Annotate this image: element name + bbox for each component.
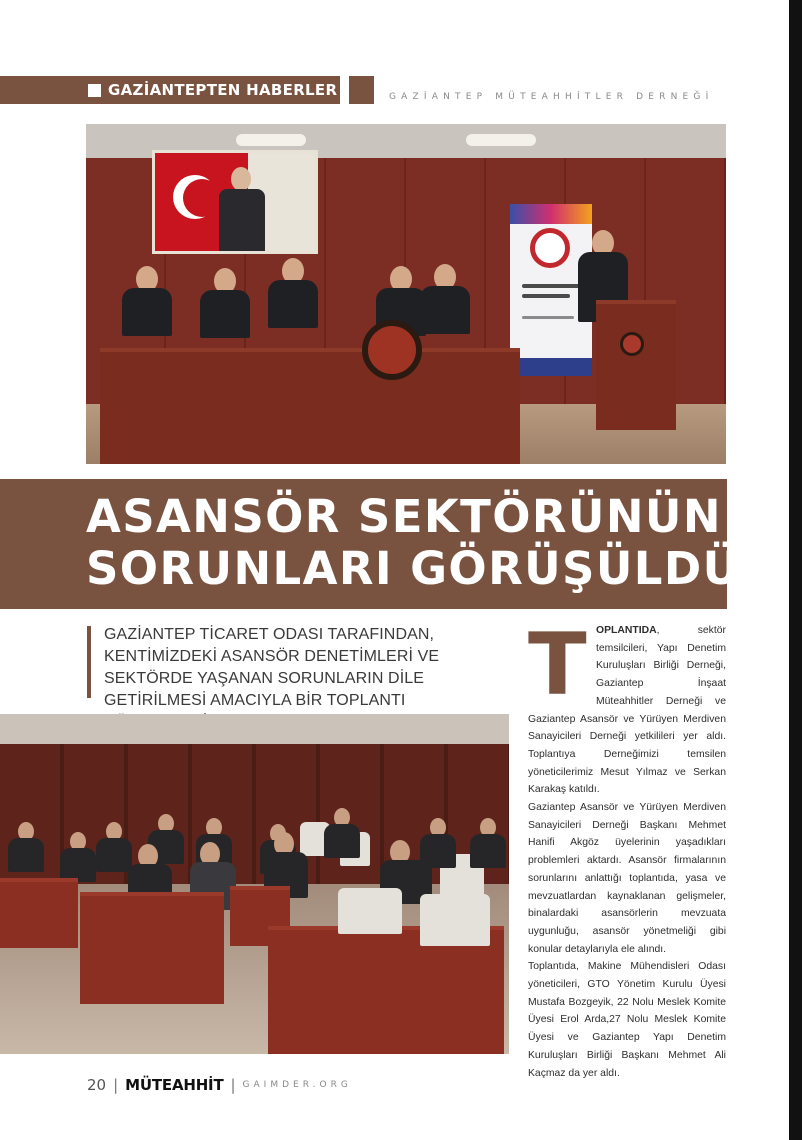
podium-logo-icon bbox=[620, 332, 644, 356]
website-url: GAIMDER.ORG bbox=[242, 1080, 352, 1090]
portrait-body bbox=[219, 189, 265, 251]
magazine-brand: MÜTEAHHİT bbox=[125, 1076, 224, 1094]
headline-line-1: ASANSÖR SEKTÖRÜNÜN bbox=[86, 490, 722, 543]
panel-table bbox=[100, 348, 520, 464]
banner-text-line bbox=[522, 284, 580, 288]
meeting-panel-photo bbox=[86, 124, 726, 464]
gear-logo-icon bbox=[530, 228, 570, 268]
section-header-bar bbox=[0, 76, 340, 104]
article-paragraph-3: Toplantıda, Makine Mühendisleri Odası yöneticileri, GTO Yönetim Kurulu Üyesi Mustafa Bozgeyik, 22 Nolu Meslek Komite Üyesi Erol Arda,27 Nolu Meslek Komite Üyesi ve Gaziantep Yapı Denetim Kuruluşları Birliği Başkanı Mehmet Ali Kaçmaz da yer aldı. bbox=[528, 961, 726, 1079]
lead-accent-bar bbox=[87, 626, 91, 698]
photo-ceiling bbox=[0, 714, 509, 744]
chair bbox=[420, 894, 490, 946]
square-bullet-icon bbox=[88, 84, 101, 97]
article-body bbox=[528, 615, 726, 1082]
crescent-icon bbox=[173, 175, 217, 219]
article-lead-word: OPLANTIDA bbox=[596, 625, 657, 636]
header-accent-block bbox=[349, 76, 374, 104]
banner-text-line bbox=[522, 316, 574, 319]
headline-line-2: SORUNLARI GÖRÜŞÜLDÜ bbox=[86, 542, 741, 595]
audience-photo bbox=[0, 714, 509, 1054]
page-edge-strip bbox=[789, 0, 802, 1140]
portrait-head bbox=[231, 167, 251, 191]
speaker-podium bbox=[596, 300, 676, 430]
chamber-seal-icon bbox=[362, 320, 422, 380]
ceiling-light bbox=[236, 134, 306, 146]
lead-paragraph: GAZİANTEP TİCARET ODASI TARAFINDAN, KENTİMİZDEKİ ASANSÖR DENETİMLERİ VE SEKTÖRDE YAŞANAN SORUNLARIN DİLE GETİRİLMESİ AMACIYLA BİR TOPLANTI bbox=[104, 626, 440, 709]
banner-stripe bbox=[510, 204, 592, 224]
organization-name: GAZİANTEP MÜTEAHHİTLER DERNEĞİ bbox=[389, 92, 714, 102]
drop-cap-spacer bbox=[528, 615, 596, 715]
article-paragraph-1-text: , sektör temsilcileri, Yapı Denetim Kuruluşları Birliği Derneği, Gaziantep İnşaat Müteahhitler Derneği ve Gaziantep Asansör ve Yürüyen Merdiven Sanayicileri Derneği yetkilileri yer aldı. Toplantıya Derneğimizi temsilen yöneticilerimiz Mesut Yılmaz ve Serkan Karakaş katıldı. bbox=[528, 625, 726, 796]
flag-portrait-frame bbox=[152, 150, 318, 254]
banner-text-line bbox=[522, 294, 570, 298]
footer-separator: | bbox=[230, 1076, 236, 1094]
footer-separator: | bbox=[113, 1076, 119, 1094]
article-paragraph-2: Gaziantep Asansör ve Yürüyen Merdiven Sanayicileri Derneği Başkanı Mehmet Hanifi Akgöz üyelerinin yaşadıkları problemleri aktardı. Asansör firmalarının sorunlarını anlattığı toplantıda, yasa ve mevzuatlardan kaynaklanan gelişmeler, binalardaki asansörlerin mevzuata uygunluğu, asansör yönetmeliği gibi konular detaylarıyla ele alındı. bbox=[528, 802, 726, 955]
ceiling-light bbox=[466, 134, 536, 146]
banner-footer bbox=[510, 358, 592, 376]
desk bbox=[0, 878, 78, 948]
drop-cap: T bbox=[528, 615, 587, 715]
desk bbox=[80, 892, 224, 1004]
section-title: GAZİANTEPTEN HABERLER bbox=[108, 81, 338, 99]
headline-banner bbox=[0, 479, 741, 609]
page-footer bbox=[87, 1076, 352, 1094]
chair bbox=[338, 888, 402, 934]
page-number: 20 bbox=[87, 1076, 107, 1094]
